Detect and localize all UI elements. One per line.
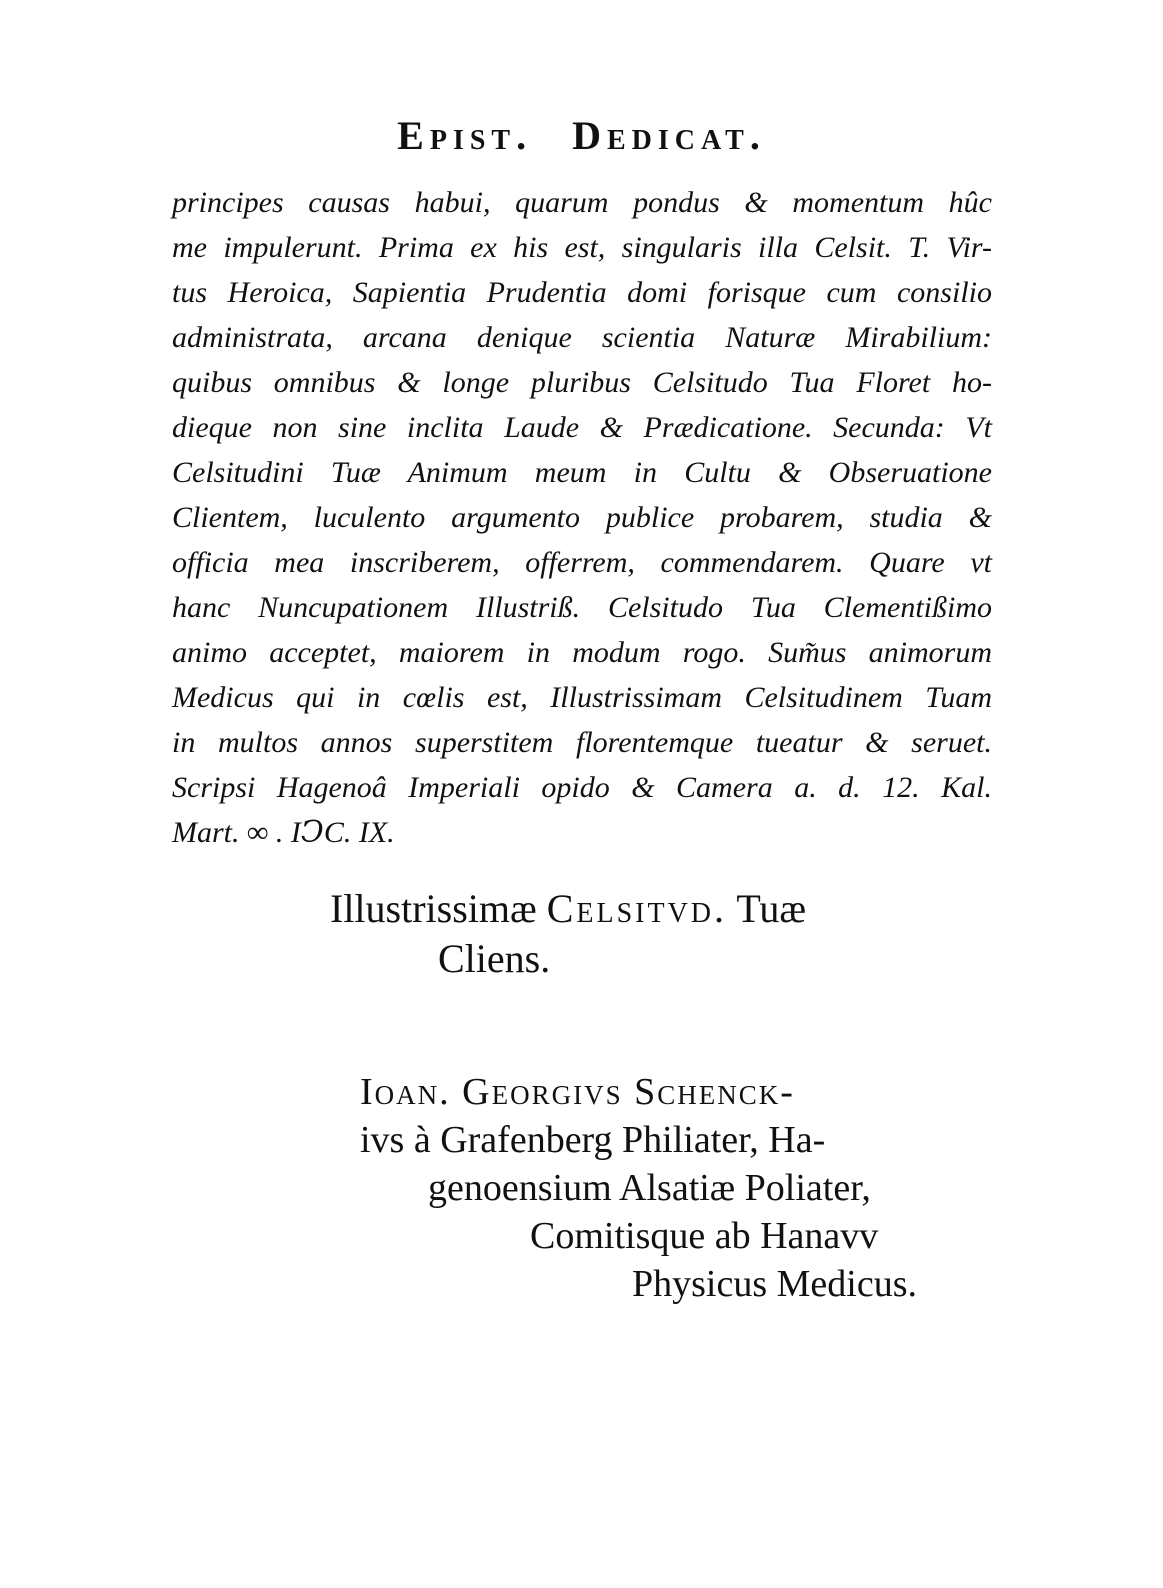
body-line: in multos annos superstitem florentemque tueatur & seruet. xyxy=(172,726,992,759)
body-line: tus Heroica, Sapientia Prudentia domi forisque cum consilio xyxy=(172,276,992,309)
closing-salutation xyxy=(330,884,806,984)
body-line: dieque non sine inclita Laude & Prædicatione. Secunda: Vt xyxy=(172,411,992,444)
closing-line-1 xyxy=(330,884,806,934)
signature-line: ivs à Grafenberg Philiater, Ha- xyxy=(360,1119,826,1161)
body-line: Scripsi Hagenoâ Imperiali opido & Camera a. d. 12. Kal. xyxy=(172,771,992,804)
body-line: officia mea inscriberem, offerrem, commendarem. Quare vt xyxy=(172,546,992,579)
signature-line: Physicus Medicus. xyxy=(632,1263,917,1305)
body-line: animo acceptet, maiorem in modum rogo. Sum̃us animorum xyxy=(172,636,992,669)
closing-word: Celsitvd. xyxy=(546,886,728,931)
closing-word: Tuæ xyxy=(736,886,807,931)
body-line: quibus omnibus & longe pluribus Celsitudo Tua Floret ho- xyxy=(172,366,992,399)
body-line: Mart. ∞ . IↃC. IX. xyxy=(172,816,395,849)
dedication-body xyxy=(172,180,992,855)
running-head xyxy=(0,112,1163,159)
signature-line: Ioan. Georgivs Schenck- xyxy=(360,1071,795,1113)
body-line: Celsitudini Tuæ Animum meum in Cultu & Obseruatione xyxy=(172,456,992,489)
body-line: Clientem, luculento argumento publice probarem, studia & xyxy=(172,501,992,534)
author-signature xyxy=(360,1068,980,1308)
running-head-right: Dedicat. xyxy=(572,113,766,158)
body-line: Medicus qui in cœlis est, Illustrissimam Celsitudinem Tuam xyxy=(172,681,992,714)
signature-line: Comitisque ab Hanavv xyxy=(530,1215,879,1257)
signature-line: genoensium Alsatiæ Poliater, xyxy=(428,1167,871,1209)
closing-word: Illustrissimæ xyxy=(330,886,537,931)
body-line: me impulerunt. Prima ex his est, singularis illa Celsit. T. Vir- xyxy=(172,231,992,264)
running-head-left: Epist. xyxy=(397,113,533,158)
body-line: principes causas habui, quarum pondus & momentum hûc xyxy=(172,186,992,219)
body-line: administrata, arcana denique scientia Naturæ Mirabilium: xyxy=(172,321,992,354)
body-line: hanc Nuncupationem Illustriß. Celsitudo Tua Clementißimo xyxy=(172,591,992,624)
closing-line-2: Cliens. xyxy=(438,936,551,981)
